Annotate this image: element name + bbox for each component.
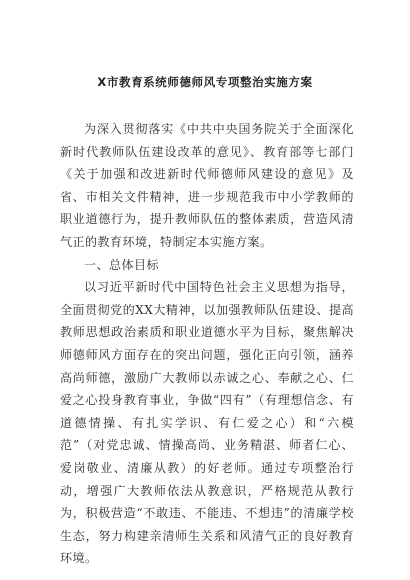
document-body (60, 118, 354, 570)
section-paragraph: 以习近平新时代中国特色社会主义思想为指导，全面贯彻党的XX大精神，以加强教师队伍建设、提高教师思想政治素质和职业道德水平为目标，聚焦解决师德师风方面存在的突出问题，强化正向引领，涵养高尚师德，激励广大教师以赤诚之心、奉献之心、仁爱之心投身教育事业，争做“四有”（有理想信念、有道德情操、有扎实学识、有仁爱之心）和“六模范”（对党忠诚、情操高尚、业务精湛、师者仁心、爱岗敬业、清廉从教）的好老师。通过专项整治行动，增强广大教师依法从教意识，严格规范从教行为，积极营造“不敢违、不能违、不想违”的清廉学校生态，努力构建亲清师生关系和风清气正的良好教育环境。 (60, 280, 354, 566)
section-heading: 一、总体目标 (84, 257, 160, 272)
intro-paragraph: 为深入贯彻落实《中共中央国务院关于全面深化新时代教师队伍建设改革的意见》、教育部等七部门《关于加强和改进新时代师德师风建设的意见》及省、市相关文件精神，进一步规范我市中小学教师的职业道德行为，提升教师队伍的整体素质，营造风清气正的教育环境，特制定本实施方案。 (60, 122, 354, 249)
document-title: X市教育系统师德师风专项整治实施方案 (97, 75, 313, 89)
